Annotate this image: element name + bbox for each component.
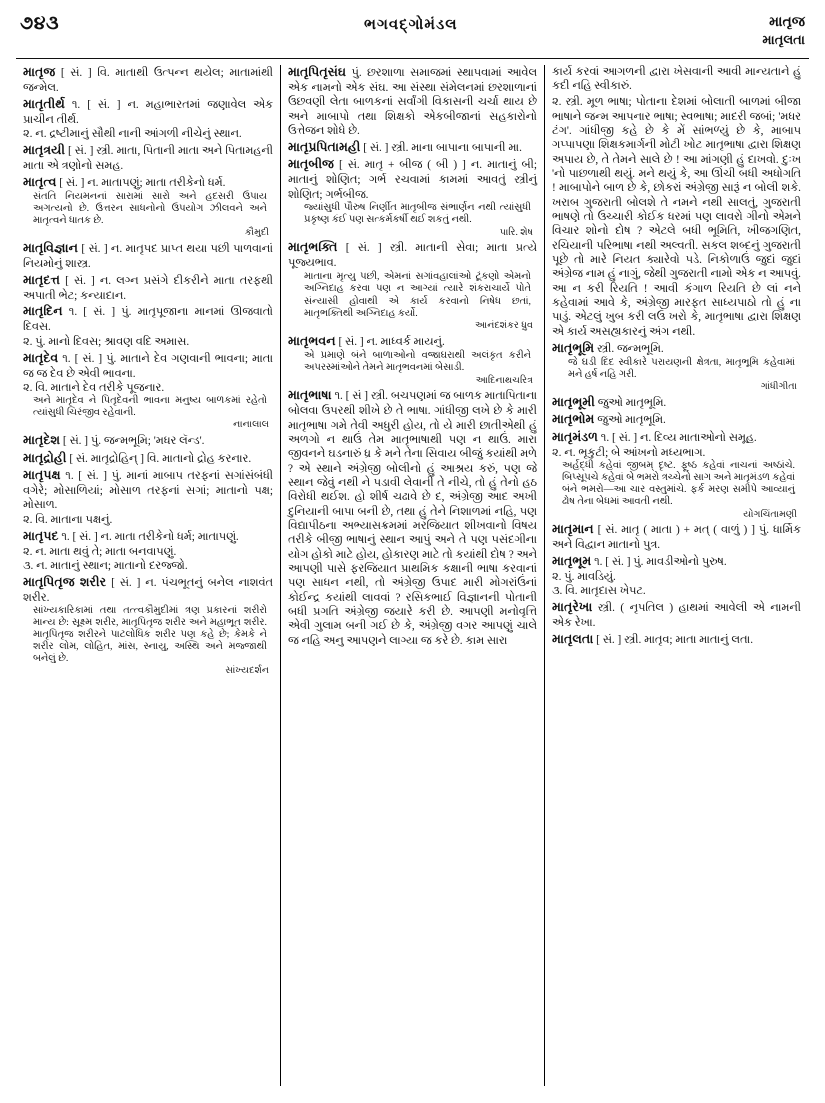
entry-note: સંતતિ નિયમનનાં સારામાં સારો અને હદસરી ઉપાય અગત્યનો છે. ઉત્તરન સાધનોનો ઉપયોગ ઝીલવને અને માતૃત્વને ધાતક છે. <box>33 190 267 226</box>
dictionary-entry <box>23 65 273 95</box>
entry-headword: માતૃપક્ષ <box>23 468 61 483</box>
entry-sense: ૨. ન. દ્રષ્ટીમાનું સૌથી નાની આંગળી નીચેનું સ્થાન. <box>23 128 242 141</box>
entry-definition: [ સં. ] સ્ત્રી. માના બાપાના બાપાની મા. <box>363 141 522 154</box>
entry-note: અર્હદ્ધી કહેવાં જીબમ્ દૃષ્ટ. ફૂષ્ઠ કહેવાં નાચનાં અષ્ઠાંચે. બિપ્સૂપચે કહેવાં બે ભમરો ત્રચ્ચેનો સાગ અને માતૃમંડળ કહેવાં બંને ભમરો—આ ચાર વસ્તુમાંચે. ફર્ક મરણ સમીપે આવ્યાનું ઢોષ તેના બેધમાં આવતી નથી. <box>562 460 795 508</box>
text-column-2 <box>280 65 544 1086</box>
entry-definition: [ સં. ] ન. માતાપણું; માતા તરીકેનો ધર્મ. <box>59 176 226 189</box>
entry-headword: માતૃરેખા <box>552 600 593 615</box>
entry-headword: માતૃભક્તિ <box>288 240 338 255</box>
entry-definition: જુઓ માતૃભૂમિ. <box>597 396 667 409</box>
entry-headword: માતૃભોમ <box>552 412 595 427</box>
entry-headword: માતૃમાન <box>552 522 594 537</box>
dictionary-entry <box>552 65 801 94</box>
entry-definition: [ સં. ] ન. લગ્ન પ્રસંગે દીકરીને માતા તરફથી અપાતી ભેટ; કન્યાદાન. <box>23 274 274 302</box>
dictionary-entry <box>552 554 801 599</box>
running-head <box>762 14 805 48</box>
dictionary-entry <box>23 175 273 239</box>
dictionary-entry <box>23 451 273 467</box>
entry-definition: [ સં. ] વિ. માતાથી ઉત્પન્ન થયેલ; માતામાંથી જન્મેલ. <box>23 67 273 94</box>
entry-definition: [ સં. ] ન. માતૃપદ પ્રાપ્ત થયા પછી પાળવાનાં નિયમોનું શાસ્ત્ર. <box>23 242 273 270</box>
dictionary-entry <box>23 241 273 271</box>
entry-sense: ૩. વિ. માતૃદાસ ખેપટ. <box>552 585 646 598</box>
entry-source: યોગચિંતામણી <box>743 508 797 520</box>
entry-definition: ૧. [ સં. ] પું. માતૃપૂજાના માનમાં ઊજવાતો દિવસ. <box>23 306 274 334</box>
entry-sense: ૨. ન. માતા થવું તે; માતા બનવાપણું. <box>23 545 177 558</box>
dictionary-entry <box>288 65 537 138</box>
entry-citation: જે ઘડી દિંદ સ્વીકારે પરાયણની ક્ષેત્રતા, માતૃભૂમિ કહેવામાં મને હર્ષ નહિ ગરી. <box>568 356 795 380</box>
entry-definition: ૧. [ સં. ] પું. માનાં માબાપ તરફનાં સગાંસંબંધી વગેરે; મોસાળિયાં; મોસાળ તરફનાં સગાં; માતાનો પક્ષ; મોસાળ. <box>23 470 273 512</box>
entry-definition: [ સં. ] સ્ત્રી. માતૃવ; માતા માતાનું લતા. <box>596 634 754 647</box>
entry-definition: [ સં. ] ન. પંચભૂતનું બનેલ નાશવંત શરીર. <box>23 576 273 604</box>
entry-sense: ૨. પું. માવડિયું. <box>552 571 616 584</box>
dictionary-entry <box>552 430 801 521</box>
dictionary-entry <box>552 412 801 428</box>
entry-sense: ૨. પું. માનો દિવસ; શ્રાવણ વદિ અમાસ. <box>23 335 190 348</box>
entry-headword: માતૃતીર્થ <box>23 96 65 111</box>
entry-headword: માતૃભૂમિ <box>552 340 595 355</box>
entry-headword: માતૃદેશ <box>23 433 61 448</box>
entry-source: આનંદશંકર ધ્રુવ <box>475 320 533 332</box>
dictionary-entry <box>23 304 273 349</box>
dictionary-entry <box>552 95 801 339</box>
entry-definition: [ સં. ] ન. માધ્વર્ક માયનું. <box>338 335 445 348</box>
entry-headword: માતૃબીજ <box>288 157 334 172</box>
entry-definition: [ સં. ] પું. જન્મભૂમિ; 'મધર લૅન્ડ'. <box>62 435 205 448</box>
entry-headword: માતૃત્વ <box>23 174 57 189</box>
entry-definition: ૧. [ સં. ] ન. માતા તરીકેનો ધર્મ; માતાપણું. <box>61 530 239 543</box>
entry-source: ગાંધીગીતા <box>760 381 797 393</box>
dictionary-entry <box>23 529 273 574</box>
entry-headword: માતૃભાષા <box>288 388 332 403</box>
dictionary-entry <box>288 140 537 156</box>
entry-sense: ૨. ન. ભૃકુટી; બે આંખનો મધ્યભાગ. <box>552 446 706 459</box>
entry-sense: ૨. વિ. માતાને દેવ તરીકે પૂજનાર. <box>23 381 165 394</box>
entry-source: નાનાલાલ <box>233 419 269 431</box>
dictionary-entry <box>23 97 273 142</box>
entry-definition: [ સં. ] સ્ત્રી. માતાની સેવા; માતા પ્રત્યે પૂજ્યભાવ. <box>288 242 537 270</box>
text-column-3 <box>544 65 808 1086</box>
dictionary-entry <box>23 351 273 432</box>
dictionary-entry <box>23 273 273 303</box>
entry-definition: કાર્ય કરવાં આગળની દ્વારા ખેસવાની આવી માન્યતાને હું કદી નહિ સ્વીકારું. <box>552 66 801 93</box>
dictionary-entry <box>288 240 537 332</box>
dictionary-entry <box>288 157 537 239</box>
entry-definition: ૨. સ્ત્રી. મૂળ ભાષા; પોતાના દેશમાં બોલાતી બાળમાં બીજા ભાષાને જન્મ આપનાર ભાષા; સ્વભાષા; માદરી જબાં; 'મધર ટંગ'. ગાંધીજી કહે છે કે મેં સાંભળ્યું છે કે, માબાપ ગપ્પાપણા શિક્ષકમાર્ગની મોટી ખોટ માતૃભાષા દ્વારા શિક્ષણ અપાય છે, તે તેમને સાલે છે ! આ માંગણી હું દાખવો. દુઃખ 'નો પાછળાથી થયું. મને થયું કે, આ ઊંચી બધી અધોગતિ ! માબાપોને બાળ છે કે, છોકરાં અંગ્રેજી સારૂં ન બોલી શકે. ખરાબ ગુજરાતી બોલશે તે નમને નથી સાલતું, ગુજરાતી ભાષણે તો ઉચ્ચારી કોઈક ધરમાં પણ લાવરો ગીનો એમને વિચાર શોનો દોષ ? એટલે બધી ભૂમિતિ, ખીજગણિત, રચિયાની પરિભાષા નથી અલ્વતી. સકલ શબ્દનું ગુજરાતી પૂછે તો મારે નિયત ક્યારેવો પડે. નિકોળાઉં જુદાં જુદાં અંગ્રેજ નામ હું નાગું, જેથી ગુજરાતી નામો એક ન આપવું. આ ન કરી રિયતિ ! આવી કંગાળ રિયતિ છે લાં નને કહેવામાં આવે કે, અંગ્રેજી મારફત સાધ્યપાઠો તો હું ના પાડું. એટલું ખુબ કરી લઉં ખરો કે, માતૃભાષા દ્વારા શિક્ષણ એ કાર્ય અસહ્યકારનું અંગ નથી. <box>552 96 801 338</box>
entry-headword: માતૃદેવ <box>23 350 59 365</box>
entry-headword: માતૃમંડળ <box>552 429 598 444</box>
entry-headword: માતૃલતા <box>552 632 594 647</box>
entry-headword: માતૃપિતૃસંઘ <box>288 65 347 79</box>
entry-headword: માતૃદત્ત <box>23 272 60 287</box>
text-column-1 <box>16 65 280 1086</box>
column-container <box>16 58 809 1086</box>
entry-note: અને માતૃદેવ ને પિતૃદેવની ભાવના મનુષ્ય બાળકમાં રહેતો ત્યાંસુધી ચિરંજીવ રહેવાની. <box>33 395 267 419</box>
entry-definition: [ સં. માતૃદ્રોહિન્ ] વિ. માતાનો દ્રોહ કરનાર. <box>69 452 252 465</box>
entry-citation: જ્યાંસુધી પૌરુષ નિર્ણીત માતૃબીજ સંભાર્ણન નથી ત્યાંસુધી પ્રકૃષ્ણ કંઈ પણ સત્કર્મકર્ષી થઈ શકતું નથી. <box>304 202 531 226</box>
entry-sense: ૨. વિ. માતાના પક્ષનું. <box>23 513 113 526</box>
entry-definition: ૧. [ સં. ] પું. માતાને દેવ ગણવાની ભાવના; માતા જ જ દેવ છે એવી ભાવના. <box>23 352 273 380</box>
entry-note: સાંખ્યકારિકામાં તથા તત્ત્વકૌમુદીમાં ત્રણ પ્રકારનાં શરીરો માન્ય છે: સૂક્ષ્મ શરીર, માતૃપિતૃજ શરીર અને મહાભૂત શરીર. માતૃપિતૃજ શરીરને પાટલોધિક શરીર પણ કહે છે; કેમકે ને શરીર લોમ, લોહિત, માંસ, સ્નાયુ, અસ્થિ અને મજ્જાથી બનેલું છે. <box>33 605 267 665</box>
entry-headword: માતૃપ્રપિતામહી <box>288 139 361 154</box>
dictionary-entry <box>23 468 273 527</box>
dictionary-entry <box>288 334 537 387</box>
entry-source: આદિનાથચરિત્ર <box>475 374 533 386</box>
entry-definition: [ સં. માતૃ ( માતા ) + મત્ ( વાળું ) ] પું. ધાર્મિક અને વિદ્વાન માતાનો પુત્ર. <box>552 524 801 552</box>
entry-definition: સ્ત્રી. જન્મભૂમિ. <box>596 342 664 355</box>
running-head-last: માતૃલતા <box>762 31 805 47</box>
entry-headword: માતૃદિન <box>23 304 63 319</box>
dictionary-entry <box>23 575 273 678</box>
entry-definition: ૧. [ સં. ] ન. દિવ્ય માતાઓનો સમૂહ. <box>600 431 757 444</box>
folio-number: ૭૪૩ <box>20 13 60 34</box>
entry-headword: માતૃવિજ્ઞાન <box>23 240 79 255</box>
entry-sense: ૩. ન. માતાનું સ્થાન; માતાનો દરજ્જો. <box>23 559 188 572</box>
dictionary-entry <box>552 395 801 411</box>
entry-headword: માતૃભૂમી <box>552 394 595 409</box>
entry-definition: પું. છરશાળા સમાજમાં સ્થાપવામાં આવેલ એક નામનો એક સંઘ. આ સંસ્થા સંમેલનમાં છરશાળાનાં ઉછવણી લેતા બાળકનાં સર્વાંગી વિકાસની ચર્ચા થાય છે અને માબાપો તથા શિક્ષકો એકબીજાનાં સહકારોનો ઉત્તેજન શોધે છે. <box>288 67 538 138</box>
entry-source: કૌમુદી <box>244 227 269 239</box>
entry-headword: માતૃજ <box>23 65 56 79</box>
book-title: ભગવદ્‌ગોમંડલ <box>363 17 458 33</box>
entry-source: સાંખ્યદર્શન <box>225 665 269 677</box>
entry-headword: માતૃપદ <box>23 528 59 543</box>
entry-headword: માતૃભૂમ <box>552 554 592 569</box>
entry-headword: માતૃભવન <box>288 333 336 348</box>
entry-source: પારિ. શેષ <box>499 226 533 238</box>
entry-definition: ૧. [ સં. ] પું. માવડીઓનો પુરુષ. <box>594 556 727 569</box>
entry-definition: જુઓ માતૃભૂમિ. <box>597 414 666 427</box>
entry-definition: સ્ત્રી. ( નૃપતિલ ) હાથમાં આવેલી એ નામની એક રેખા. <box>552 602 802 630</box>
entry-definition: ૧. [ સં ] સ્ત્રી. બચપણમાં જ બાળક માતાપિતાના બોલવા ઉપરથી શીખે છે તે ભાષા. ગાંધીજી લખે છે કે મારી માતૃભાષા ગમે તેવી અધુરી હોય, તો યે મારી છાતીએથી હું અળગો ન થાઉં તેમ માતૃભાષાથી પણ ન થાઉં. મારા જીવનને ઘડનારું ધ્ર કે મને તેના સિવાય બીજું કયાંથી મળે ? એ સ્થાને અંગ્રેજી બોલીનો હું આશ્રય કરું, પણ જે સ્થાન જેવું નથી ને પડાવી લેવાની તે નીચે, તો હું તેનો હઠ વિરોધી થઈશ. હો શીર્ષ ચઢાવે છે દ, અંગ્રેજી આદ અખી દુનિયાની બાપા બની છે, તથા હું તેને નિશાળમાં નહિ, પણ વિદ્યાપીઠના અભ્યાસક્રમમાં મરજિયાત શીખવાનો વિષય તરીકે બીજી ભાષાનું સ્થાન આપું અને તે પણ પસંદગીના યોગ હોકો માટે હોય, હોકારણ માટે તો કયાંથી દોષ ? અને આપણી પાસે ફરજિયાત પ્રાથમિક કક્ષાની ભાષા કરવાનાં પણ સાધન નથી, તો અંગ્રેજી ઉપાદ મારી મોગરાંઉંનાં કોઈન્દ્ર કયાંથી લાવવાં ? રસિકભાઈ વિજ્ઞાનની પોતાની બધી પ્રગતિ અંગ્રેજી જયારે કરી છે. આપણી મનોવૃત્તિ એવી ગુલામ બની ગઈ છે કે, અંગ્રેજી વગર આપણું ચાલે જ નહિ અનુ આપણને લાગ્યા જ કરે છે. કામ સારા <box>288 390 537 647</box>
entry-headword: માતૃત્રયી <box>23 143 65 157</box>
entry-headword: માતૃદ્રોહી <box>23 450 67 465</box>
dictionary-entry <box>552 522 801 552</box>
entry-definition: ૧. [ સં. ] ન. મહાભારતમાં જણાવેલ એક પ્રાચીન તીર્થ. <box>23 98 273 126</box>
page-header <box>16 14 809 58</box>
dictionary-entry <box>552 600 801 630</box>
dictionary-entry <box>552 341 801 394</box>
dictionary-entry <box>552 632 801 648</box>
entry-citation: એ પ્રમાણે બંને બાળાઓનો વજ્રાઘરાથી અલંકૃત કરીને અપરસ્માંઓને તેમને માતૃભવનમાં બેસાડી. <box>304 349 531 374</box>
running-head-first: માતૃજ <box>769 15 805 30</box>
entry-definition: [ સં. ] સ્ત્રી. માતા, પિતાની માતા અને પિતામહની માતા એ ત્રણોનો સમહ. <box>23 145 273 172</box>
dictionary-entry <box>23 433 273 449</box>
entry-headword: માતૃપિતૃજ શરીર <box>23 574 107 589</box>
entry-definition: [ સં. માતૃ + બીજ ( બી ) ] ન. માતાનું બી; માતાનું શોણિત; ગર્ભ રચવામાં કામમાં આવતું સ્ત્રીનું શોણિત; ગર્ભબીજ. <box>288 159 537 201</box>
dictionary-entry <box>23 143 273 173</box>
entry-citation: માતાના મૃત્યુ પછી, એમનાં સગાંવહાલાંઓ ટૂંકણો એમનો અગ્નિદાહ કરવા પણ ન આગ્યાં ત્યારે શંકરાચાર્યે પોતે સંન્યાસી હોવાથી એ કાર્ય કરવાનો નિષેધ છતાં, માતૃભક્તિથી અગ્નિદાહ કર્યો. <box>304 270 531 319</box>
dictionary-entry <box>288 388 537 648</box>
